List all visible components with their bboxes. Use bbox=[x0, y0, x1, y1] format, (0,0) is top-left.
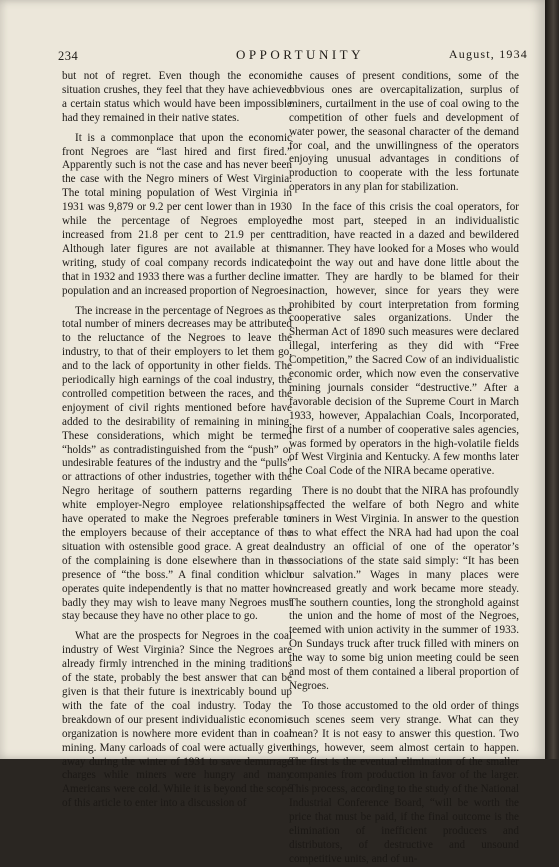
paragraph: What are the prospects for Negroes in the coal industry of West Virginia? Since the Negroes are already firmly intrenched in the mining traditions of the state, probably the best answer that can be given is that their future is inextricably bound up with the fate of the coal industry. Today the breakdown of our present individualistic economic organization is nowhere more evident than in coal mining. Many carloads of coal were actually given away during the winter of 1931 to save demurrage charges while miners were hungry and many Americans were cold. While it is beyond the scope of this article to enter into a discussion of bbox=[62, 630, 292, 810]
paragraph: It is a commonplace that upon the economic front Negroes are “last hired and first fired.” Apparently such is not the case and has never been the case with the Negro miners of West Virginia. The total mining population of West Virginia in 1931 was 9,879 or 9.2 per cent lower than in 1930 while the percentage of Negroes employed increased from 21.8 per cent to 21.9 per cent. Although later figures are not available at this writing, study of coal company records indicated that in 1932 and 1933 there was a further decline in population and an increased proportion of Negroes. bbox=[62, 131, 292, 297]
left-column bbox=[62, 70, 292, 811]
issue-date: August, 1934 bbox=[448, 47, 528, 61]
page-number: 234 bbox=[58, 49, 79, 63]
paragraph: To those accustomed to the old order of things such scenes seem very strange. What can they mean? It is not easy to answer this question. Two things, however, seem almost certain to happen. The first is the eventual elimination of the smaller companies from production in favor of the larger. This process, according to the study of the National Industrial Conference Board, “will be worth the price that must be paid, if the final outcome is the elimination of inefficient producers and distributors, of destructive and unsound competitive units, and of un- bbox=[289, 699, 519, 865]
running-title: OPPORTUNITY bbox=[235, 47, 364, 62]
paragraph: but not of regret. Even though the economic situation crushes, they feel that they have achieved a certain status which would have been impossible had they remained in their native states. bbox=[62, 70, 292, 124]
paragraph: In the face of this crisis the coal operators, for the most part, steeped in an individualistic tradition, have reacted in a dazed and bewildered manner. They have looked for a Moses who would point the way out and have done little about the matter. They are hardly to be blamed for their inaction, however, since for years they were prohibited by court interpretation from forming cooperative sales organizations. Under the Sherman Act of 1890 such measures were declared illegal, interfering as they did with “Free Competition,” the Sacred Cow of an individualistic economic order, which now even the conservative mining journals consider “destructive.” After a favorable decision of the Supreme Court in March 1933, however, Appalachian Coals, Incorporated, the first of a number of cooperative sales agencies, was formed by operators in the high-volatile fields of West Virginia and Kentucky. A few months later the Coal Code of the NIRA became operative. bbox=[289, 201, 519, 478]
paragraph: There is no doubt that the NIRA has profoundly affected the welfare of both Negro and white miners in West Virginia. In answer to the question as to what effect the NRA had had upon the coal industry an official of one of the operator’s associations of the state said simply: “It has been our salvation.” Wages in many places were increased greatly and work became more steady. The southern counties, long the stronghold against the union and the home of most of the Negroes, teemed with union activity in the summer of 1933. On Sundays truck after truck filled with miners on the way to some big union meeting could be seen and most of them contained a liberal proportion of Negroes. bbox=[289, 485, 519, 692]
paragraph: The increase in the percentage of Negroes as the total number of miners decreases may be attributed to the reluctance of the Negroes to leave the industry, to that of their employers to let them go, and to the lack of opportunity in other fields. The periodically high earnings of the coal industry, the controlled competition between the races, and the enjoyment of civil rights mentioned before have added to the desirability of remaining in mining. These considerations, which might be termed “holds” as contradistinguished from the “push” or undesirable features of the industry and the “pulls” or attractions of other industries, together with the Negro heritage of southern patterns regarding white employer-Negro employee relationships, have operated to make the Negroes preferable to the employers because of their acceptance of the situation with ostensible good grace. A great deal of the complaining is done elsewhere than in the presence of “the boss.” A final condition which operates quite independently is that no matter how badly they may wish to leave many Negroes must stay because they have no other place to go. bbox=[62, 304, 292, 623]
paragraph: the causes of present conditions, some of the obvious ones are overcapitalization, surplus of miners, curtailment in the use of coal owing to the competition of other fuels and development of water power, the seasonal character of the demand for coal, and the unwillingness of the operators enjoying unusual advantages in conditions of production to cooperate with the less fortunate operators in any plan for stabilization. bbox=[289, 70, 519, 194]
book-spine bbox=[545, 0, 559, 759]
right-column bbox=[289, 70, 519, 867]
page-header bbox=[40, 44, 538, 62]
